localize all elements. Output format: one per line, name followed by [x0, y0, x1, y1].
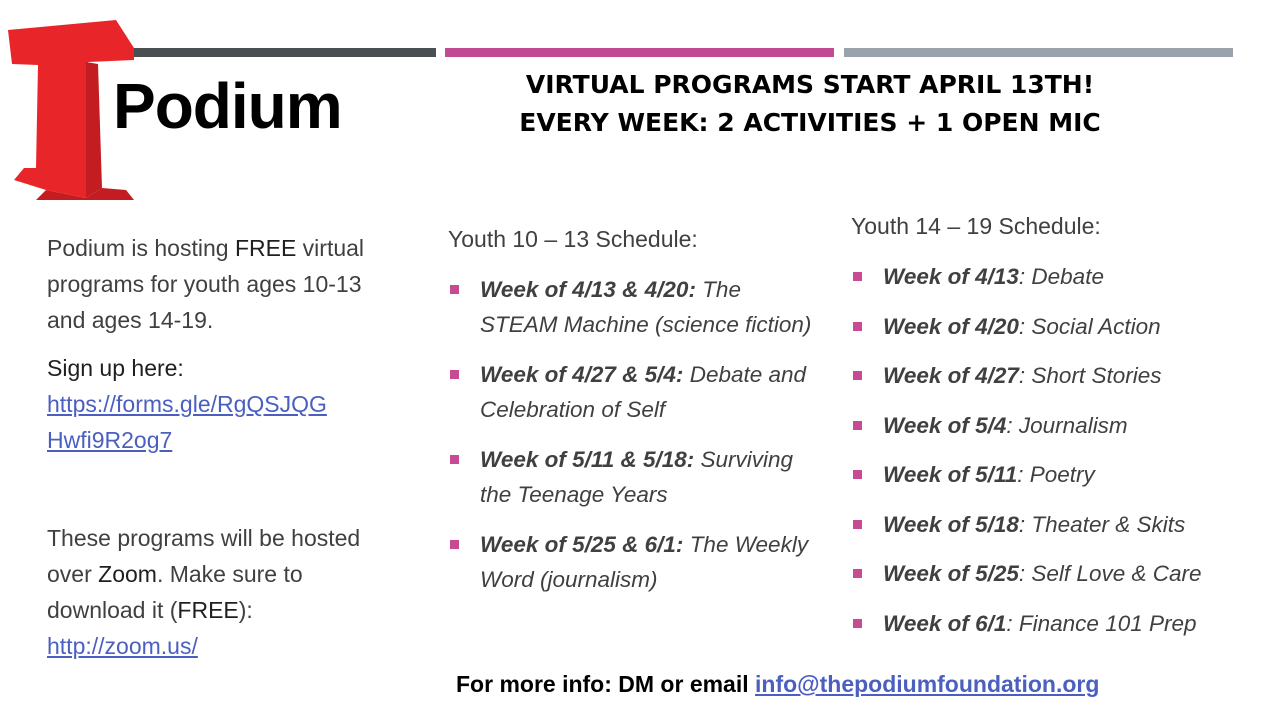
schedule-10-13-list: [448, 272, 818, 612]
free-emphasis-2: FREE: [177, 597, 239, 623]
list-item: Week of 5/25 & 6/1: The Weekly Word (journalism): [448, 527, 818, 597]
headline-line-2: EVERY WEEK: 2 ACTIVITIES + 1 OPEN MIC: [519, 108, 1101, 137]
list-item: Week of 4/27 & 5/4: Debate and Celebration of Self: [448, 357, 818, 427]
signup-block: [47, 350, 377, 458]
list-item: Week of 5/11: Poetry: [851, 456, 1271, 493]
list-item: Week of 6/1: Finance 101 Prep: [851, 605, 1271, 642]
list-item: Week of 5/25: Self Love & Care: [851, 555, 1271, 592]
list-item: Week of 4/20: Social Action: [851, 308, 1271, 345]
header-bar-dark: [133, 48, 436, 57]
list-item: Week of 5/11 & 5/18: Surviving the Teenage Years: [448, 442, 818, 512]
free-emphasis: FREE: [234, 235, 297, 261]
header-bar-magenta: [445, 48, 834, 57]
list-item: Week of 5/4: Journalism: [851, 407, 1271, 444]
footer-contact: For more info: DM or email info@thepodiumfoundation.org: [456, 671, 1100, 697]
list-item: Week of 5/18: Theater & Skits: [851, 506, 1271, 543]
schedule-14-19-list: [851, 258, 1271, 654]
signup-label: Sign up here:: [47, 355, 184, 381]
zoom-emphasis: Zoom: [98, 561, 157, 587]
schedule-14-19-title: Youth 14 – 19 Schedule:: [851, 213, 1101, 239]
signup-link[interactable]: https://forms.gle/RgQSJQG Hwfi9R2og7: [47, 391, 327, 453]
zoom-link[interactable]: http://zoom.us/: [47, 633, 198, 659]
headline-line-1: VIRTUAL PROGRAMS START APRIL 13TH!: [525, 70, 1095, 99]
list-item: Week of 4/13: Debate: [851, 258, 1271, 295]
headline: [440, 66, 1180, 142]
zoom-note: These programs will be hosted over Zoom. Make sure to download it (FREE): http://zoom.us/: [47, 525, 361, 659]
schedule-10-13-title: Youth 10 – 13 Schedule:: [448, 226, 698, 252]
header-bar-gray: [844, 48, 1233, 57]
email-link[interactable]: info@thepodiumfoundation.org: [755, 671, 1100, 697]
list-item: Week of 4/27: Short Stories: [851, 357, 1271, 394]
intro-text: Podium is hosting FREE virtual programs for youth ages 10-13 and ages 14-19.: [47, 235, 365, 333]
brand-name: Podium: [113, 70, 342, 142]
list-item: Week of 4/13 & 4/20: The STEAM Machine (science fiction): [448, 272, 818, 342]
